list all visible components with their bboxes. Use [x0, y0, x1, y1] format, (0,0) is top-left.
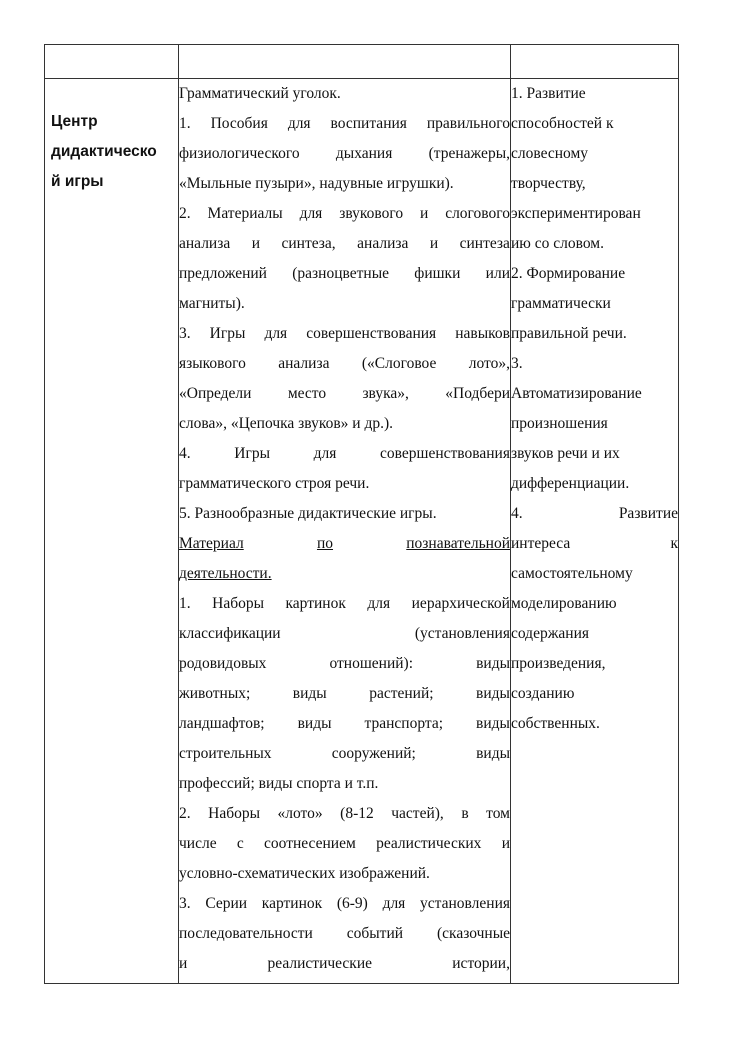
goal-line: самостоятельному — [511, 565, 633, 582]
empty-cell — [179, 45, 511, 79]
list-item-line: слова», «Цепочка звуков» и др.). — [179, 415, 393, 432]
list-item-line: 3. Серии картинок (6-9) для установления — [179, 895, 510, 912]
materials-content — [179, 79, 510, 979]
goal-line: 1. Развитие — [511, 85, 586, 102]
materials-cell — [179, 79, 511, 984]
goal-line: произведения, — [511, 655, 606, 672]
center-name-line: й игры — [51, 173, 104, 190]
goal-line: Автоматизирование — [511, 385, 642, 402]
list-item-line: условно-схематических изображений. — [179, 865, 430, 882]
center-name-line: дидактическо — [51, 143, 157, 160]
list-item-line: 4. Игры для совершенствования — [179, 445, 510, 462]
empty-cell — [511, 45, 679, 79]
list-item-line: классификации (установления — [179, 625, 510, 642]
activity-table — [44, 44, 679, 984]
goal-line: грамматически — [511, 295, 611, 312]
goal-line: ию со словом. — [511, 235, 604, 252]
list-item-line: 2. Наборы «лото» (8-12 частей), в том — [179, 805, 510, 822]
list-item-line: числе с соотнесением реалистических и — [179, 835, 510, 852]
empty-cell — [45, 45, 179, 79]
list-item-line: строительных сооружений; виды — [179, 745, 510, 762]
list-item-line: 1. Пособия для воспитания правильного — [179, 115, 510, 132]
list-item-line: физиологического дыхания (тренажеры, — [179, 145, 510, 162]
list-item-line: языкового анализа («Слоговое лото», — [179, 355, 510, 372]
goal-line: экспериментирован — [511, 205, 641, 222]
list-item-line: 3. Игры для совершенствования навыков — [179, 325, 510, 342]
list-item-line: ландшафтов; виды транспорта; виды — [179, 715, 510, 732]
goal-line: 2. Формирование — [511, 265, 626, 282]
table-row — [45, 79, 679, 984]
list-item-line: анализа и синтеза, анализа и синтеза — [179, 235, 510, 252]
list-item-line: и реалистические истории, — [179, 955, 510, 972]
goals-content — [511, 79, 678, 739]
goal-line: звуков речи и их — [511, 445, 620, 462]
list-item-line: 2. Материалы для звукового и слогового — [179, 205, 510, 222]
section-subheading: деятельности. — [179, 565, 272, 582]
goal-line: правильной речи. — [511, 325, 627, 342]
center-name-line: Центр — [51, 113, 98, 130]
center-name — [45, 79, 178, 197]
goal-line: словесному — [511, 145, 589, 162]
list-item-line: грамматического строя речи. — [179, 475, 370, 492]
list-item-line: последовательности событий (сказочные — [179, 925, 510, 942]
list-item-line: «Мыльные пузыри», надувные игрушки). — [179, 175, 454, 192]
list-item-line: «Определи место звука», «Подбери — [179, 385, 510, 402]
goal-line: произношения — [511, 415, 608, 432]
list-item-line: магниты). — [179, 295, 245, 312]
goal-line: собственных. — [511, 715, 600, 732]
goals-cell — [511, 79, 679, 984]
section-heading: Грамматический уголок. — [179, 85, 341, 102]
table-header-row — [45, 45, 679, 79]
list-item-line: предложений (разноцветные фишки или — [179, 265, 510, 282]
list-item-line: родовидовых отношений): виды — [179, 655, 510, 672]
goal-line: 3. — [511, 355, 523, 372]
center-name-cell — [45, 79, 179, 984]
list-item-line: 5. Разнообразные дидактические игры. — [179, 505, 437, 522]
goal-line: способностей к — [511, 115, 614, 132]
goal-line: интереса к — [511, 535, 678, 552]
goal-line: моделированию — [511, 595, 617, 612]
list-item-line: 1. Наборы картинок для иерархической — [179, 595, 510, 612]
list-item-line: животных; виды растений; виды — [179, 685, 510, 702]
goal-line: творчеству, — [511, 175, 586, 192]
goal-line: дифференциации. — [511, 475, 630, 492]
goal-line: содержания — [511, 625, 590, 642]
section-subheading: Материал по познавательной — [179, 535, 510, 552]
goal-line: 4. Развитие — [511, 505, 678, 522]
goal-line: созданию — [511, 685, 575, 702]
list-item-line: профессий; виды спорта и т.п. — [179, 775, 379, 792]
